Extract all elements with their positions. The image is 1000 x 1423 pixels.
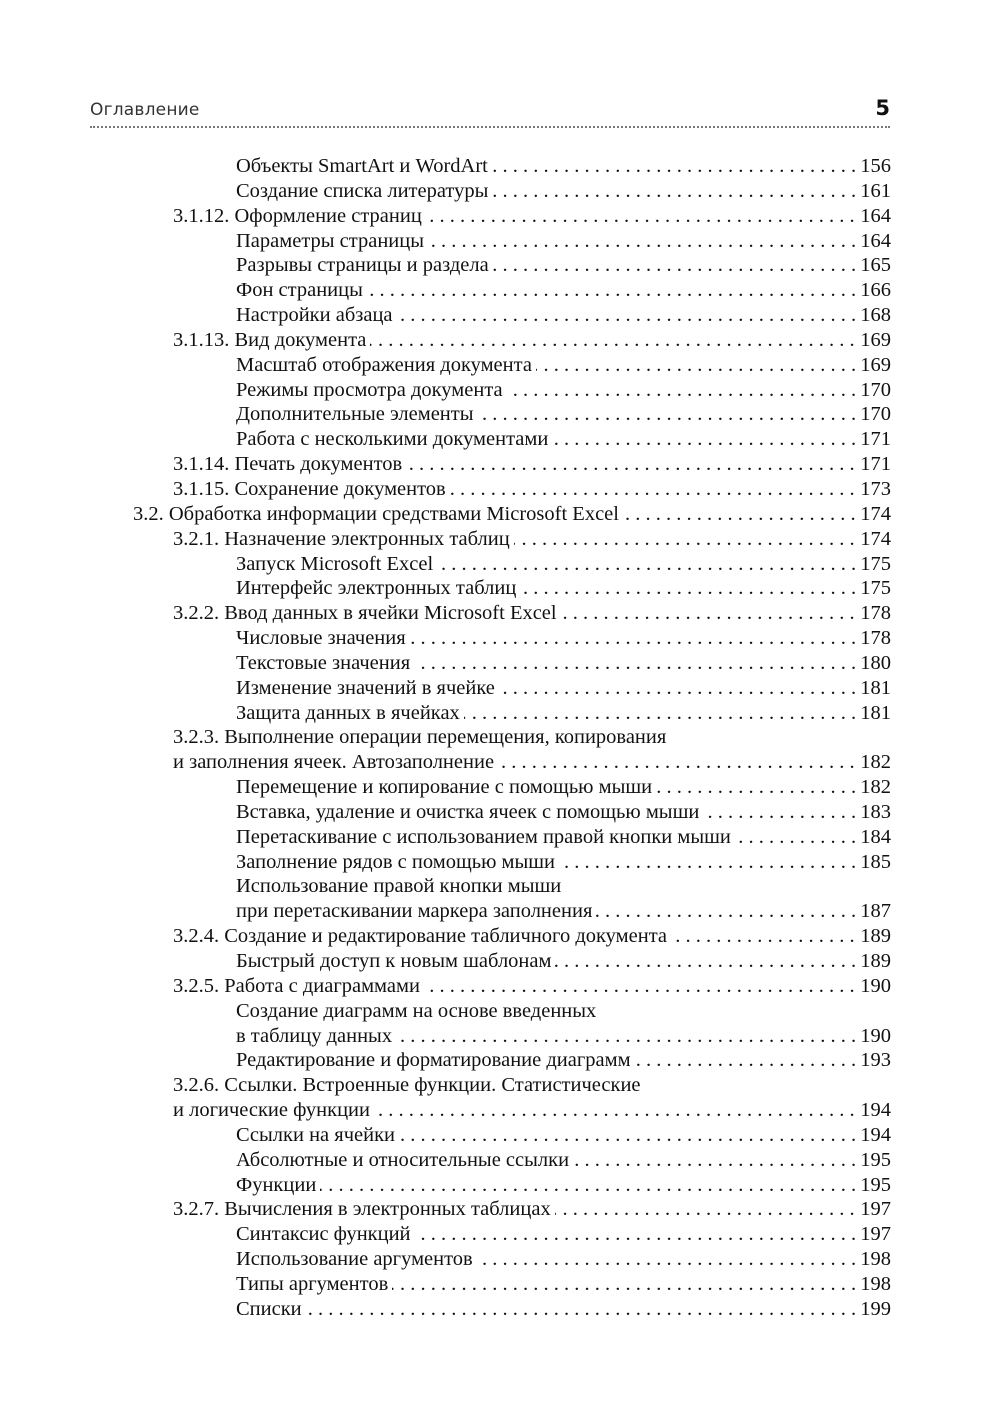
toc-entry-title: Заполнение рядов с помощью мыши: [236, 850, 559, 874]
running-header-title: Оглавление: [90, 100, 200, 120]
table-of-contents: [0, 154, 1000, 1322]
toc-entry: [0, 452, 1000, 477]
toc-entry-title: 3.2.6. Ссылки. Встроенные функции. Статистические: [173, 1073, 645, 1097]
toc-entry-title: Синтаксис функций: [236, 1222, 415, 1246]
toc-entry: [0, 154, 1000, 179]
toc-entry-page: 166: [855, 278, 891, 302]
toc-entry-page: 182: [855, 775, 891, 799]
toc-entry: [0, 303, 1000, 328]
toc-entry-title: 3.2.1. Назначение электронных таблиц: [173, 527, 514, 551]
toc-entry: [0, 179, 1000, 204]
toc-entry-title: Изменение значений в ячейке: [236, 676, 499, 700]
toc-entry: [0, 800, 1000, 825]
toc-entry-title: 3.1.13. Вид документа: [173, 328, 370, 352]
toc-entry-title: Дополнительные элементы: [236, 402, 478, 426]
toc-entry-page: 178: [855, 626, 891, 650]
toc-entry-title: Ссылки на ячейки: [236, 1123, 399, 1147]
toc-entry: [0, 552, 1000, 577]
toc-entry: [0, 1024, 1000, 1049]
toc-entry: [0, 527, 1000, 552]
toc-entry: [0, 229, 1000, 254]
page-number: 5: [875, 96, 890, 120]
toc-entry: [0, 328, 1000, 353]
header-dotted-rule: [90, 126, 890, 128]
toc-entry: [0, 1222, 1000, 1247]
toc-entry-page: 173: [855, 477, 891, 501]
toc-entry: [0, 278, 1000, 303]
toc-entry-title: Быстрый доступ к новым шаблонам: [236, 949, 555, 973]
toc-entry-page: 198: [855, 1272, 891, 1296]
toc-entry-title: Создание списка литературы: [236, 179, 492, 203]
toc-entry: [0, 1073, 1000, 1098]
toc-entry-page: 174: [855, 527, 891, 551]
toc-entry-page: 165: [855, 253, 891, 277]
toc-entry-title: Защита данных в ячейках: [236, 701, 464, 725]
toc-entry-title: 3.2.5. Работа с диаграммами: [173, 974, 424, 998]
toc-entry-title: Вставка, удаление и очистка ячеек с помощью мыши: [236, 800, 703, 824]
toc-dot-leader: [236, 1173, 860, 1197]
toc-entry-page: 171: [855, 452, 891, 476]
toc-entry: [0, 676, 1000, 701]
toc-entry-page: 194: [855, 1098, 891, 1122]
toc-entry-page: 174: [855, 502, 891, 526]
toc-entry-page: 178: [855, 601, 891, 625]
toc-entry-title: 3.1.12. Оформление страниц: [173, 204, 426, 228]
toc-entry: [0, 874, 1000, 899]
toc-entry-page: 195: [855, 1173, 891, 1197]
toc-entry-page: 161: [855, 179, 891, 203]
toc-entry-title: Списки: [236, 1297, 306, 1321]
toc-entry-title: Функции: [236, 1173, 320, 1197]
toc-entry-page: 190: [855, 974, 891, 998]
toc-dot-leader: [236, 1297, 860, 1321]
toc-entry-page: 171: [855, 427, 891, 451]
toc-entry: [0, 1048, 1000, 1073]
toc-entry: [0, 601, 1000, 626]
toc-entry-page: 197: [855, 1222, 891, 1246]
toc-entry-title: Работа с несколькими документами: [236, 427, 552, 451]
toc-entry-title: 3.2.7. Вычисления в электронных таблицах: [173, 1197, 555, 1221]
toc-entry: [0, 353, 1000, 378]
toc-entry-title: Использование правой кнопки мыши: [236, 874, 565, 898]
toc-entry: [0, 974, 1000, 999]
toc-entry-page: 187: [855, 899, 891, 923]
toc-entry-title: 3.2.3. Выполнение операции перемещения, копирования: [173, 725, 670, 749]
toc-entry-title: в таблицу данных: [236, 1024, 396, 1048]
toc-entry-title: 3.2. Обработка информации средствами Microsoft Excel: [133, 502, 623, 526]
toc-entry-page: 197: [855, 1197, 891, 1221]
toc-entry-page: 194: [855, 1123, 891, 1147]
toc-entry-title: Числовые значения: [236, 626, 410, 650]
toc-entry-title: Масштаб отображения документа: [236, 353, 536, 377]
toc-entry-page: 199: [855, 1297, 891, 1321]
toc-entry-title: Запуск Microsoft Excel: [236, 552, 437, 576]
toc-entry-title: 3.1.14. Печать документов: [173, 452, 406, 476]
toc-entry-page: 185: [855, 850, 891, 874]
toc-entry: [0, 701, 1000, 726]
toc-entry-title: Фон страницы: [236, 278, 367, 302]
toc-entry: [0, 899, 1000, 924]
toc-entry-page: 195: [855, 1148, 891, 1172]
toc-entry-page: 193: [855, 1048, 891, 1072]
toc-entry-page: 189: [855, 949, 891, 973]
running-header: [90, 96, 890, 126]
toc-entry: [0, 999, 1000, 1024]
toc-entry-page: 169: [855, 353, 891, 377]
toc-entry-page: 175: [855, 576, 891, 600]
toc-entry-page: 169: [855, 328, 891, 352]
toc-entry: [0, 253, 1000, 278]
toc-entry-title: Режимы просмотра документа: [236, 378, 507, 402]
toc-entry-page: 181: [855, 676, 891, 700]
toc-entry-page: 168: [855, 303, 891, 327]
toc-entry-page: 164: [855, 204, 891, 228]
toc-entry-title: Параметры страницы: [236, 229, 428, 253]
toc-entry: [0, 775, 1000, 800]
toc-entry-title: Текстовые значения: [236, 651, 414, 675]
toc-entry-title: 3.2.2. Ввод данных в ячейки Microsoft Excel: [173, 601, 561, 625]
toc-entry-page: 183: [855, 800, 891, 824]
toc-entry-page: 182: [855, 750, 891, 774]
toc-entry: [0, 825, 1000, 850]
toc-entry: [0, 502, 1000, 527]
toc-entry-title: и заполнения ячеек. Автозаполнение: [173, 750, 498, 774]
toc-entry-title: Типы аргументов: [236, 1272, 392, 1296]
toc-entry-title: 3.1.15. Сохранение документов: [173, 477, 450, 501]
toc-entry: [0, 1148, 1000, 1173]
toc-entry-title: Перетаскивание с использованием правой кнопки мыши: [236, 825, 735, 849]
toc-entry-page: 170: [855, 378, 891, 402]
toc-entry-page: 164: [855, 229, 891, 253]
toc-entry: [0, 850, 1000, 875]
toc-entry-page: 180: [855, 651, 891, 675]
toc-entry-title: Объекты SmartArt и WordArt: [236, 154, 492, 178]
toc-entry: [0, 1098, 1000, 1123]
toc-entry: [0, 626, 1000, 651]
toc-entry-page: 190: [855, 1024, 891, 1048]
toc-entry-title: Интерфейс электронных таблиц: [236, 576, 520, 600]
toc-entry-page: 170: [855, 402, 891, 426]
toc-entry: [0, 402, 1000, 427]
toc-entry: [0, 1272, 1000, 1297]
toc-entry-page: 184: [855, 825, 891, 849]
toc-entry: [0, 1297, 1000, 1322]
toc-entry-title: Создание диаграмм на основе введенных: [236, 999, 600, 1023]
toc-entry-page: 198: [855, 1247, 891, 1271]
toc-entry: [0, 378, 1000, 403]
toc-entry-title: 3.2.4. Создание и редактирование табличного документа: [173, 924, 671, 948]
toc-entry: [0, 725, 1000, 750]
toc-entry: [0, 204, 1000, 229]
toc-entry-title: Настройки абзаца: [236, 303, 397, 327]
toc-entry-page: 181: [855, 701, 891, 725]
toc-entry-title: при перетаскивании маркера заполнения: [236, 899, 596, 923]
toc-entry: [0, 1247, 1000, 1272]
toc-entry-title: Разрывы страницы и раздела: [236, 253, 493, 277]
toc-entry: [0, 576, 1000, 601]
toc-entry-page: 175: [855, 552, 891, 576]
toc-entry: [0, 1123, 1000, 1148]
toc-entry: [0, 427, 1000, 452]
toc-entry-title: Редактирование и форматирование диаграмм: [236, 1048, 635, 1072]
toc-entry: [0, 1173, 1000, 1198]
toc-entry: [0, 924, 1000, 949]
toc-entry: [0, 477, 1000, 502]
toc-entry: [0, 750, 1000, 775]
toc-entry-title: Абсолютные и относительные ссылки: [236, 1148, 573, 1172]
toc-entry-title: Перемещение и копирование с помощью мыши: [236, 775, 656, 799]
toc-entry-title: и логические функции: [173, 1098, 374, 1122]
toc-entry: [0, 1197, 1000, 1222]
toc-entry: [0, 651, 1000, 676]
toc-entry-page: 156: [855, 154, 891, 178]
toc-entry-title: Использование аргументов: [236, 1247, 477, 1271]
toc-entry: [0, 949, 1000, 974]
toc-entry-page: 189: [855, 924, 891, 948]
